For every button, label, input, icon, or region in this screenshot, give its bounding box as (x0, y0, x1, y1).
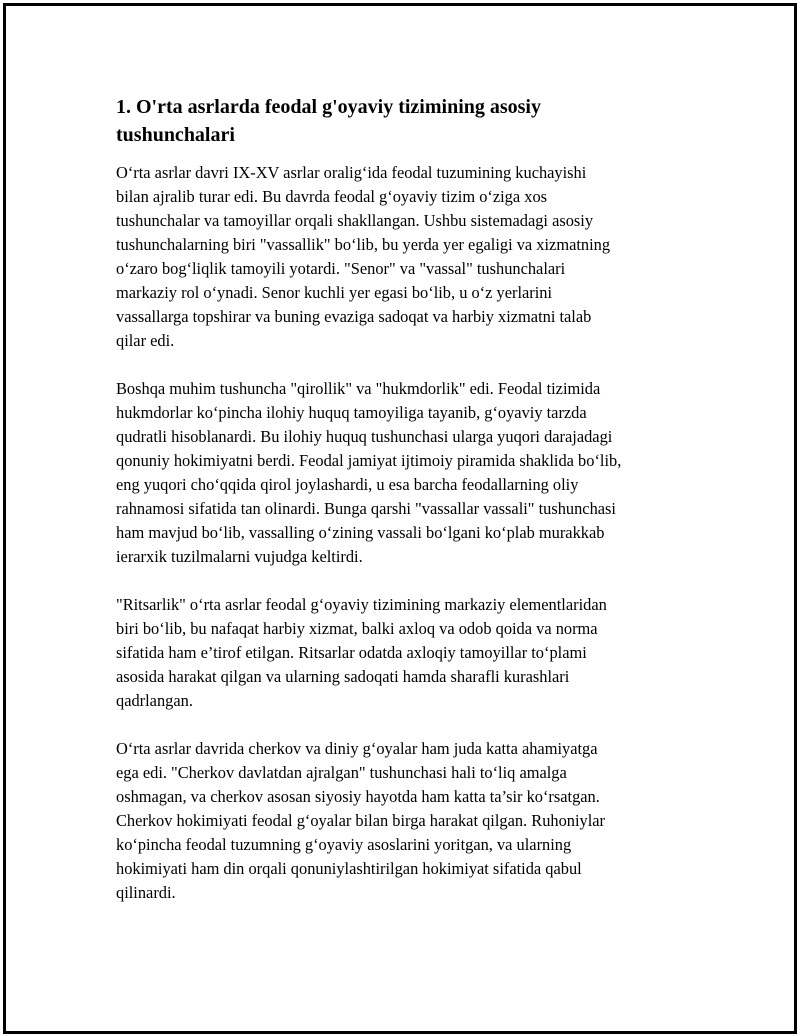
text-line: tushunchalarning biri "vassallik" bo‘lib, bu yerda yer egaligi va xizmatning (116, 235, 611, 254)
text-line: hukmdorlar ko‘pincha ilohiy huquq tamoyiliga tayanib, g‘oyaviy tarzda (116, 403, 587, 422)
text-line: qilinardi. (116, 883, 176, 902)
text-line: qudratli hisoblanardi. Bu ilohiy huquq tushunchasi ularga yuqori darajadagi (116, 427, 613, 446)
paragraph-kingship (116, 377, 696, 569)
text-line: asosida harakat qilgan va ularning sadoqati hamda sharafli kurashlari (116, 667, 570, 686)
document-body (116, 93, 696, 929)
text-line: tushunchalar va tamoyillar orqali shakllangan. Ushbu sistemadagi asosiy (116, 211, 594, 230)
text-line: biri bo‘lib, bu nafaqat harbiy xizmat, balki axloq va odob qoida va norma (116, 619, 598, 638)
text-line: vassallarga topshirar va buning evaziga sadoqat va harbiy xizmatni talab (116, 307, 592, 326)
text-line: O‘rta asrlar davrida cherkov va diniy g‘oyalar ham juda katta ahamiyatga (116, 739, 598, 758)
text-line: oshmagan, va cherkov asosan siyosiy hayotda ham katta ta’sir ko‘rsatgan. (116, 787, 600, 806)
text-line: ko‘pincha feodal tuzumning g‘oyaviy asoslarini yoritgan, va ularning (116, 835, 572, 854)
section-heading (116, 93, 696, 149)
text-line: bilan ajralib turar edi. Bu davrda feodal g‘oyaviy tizim o‘ziga xos (116, 187, 548, 206)
text-line: rahnamosi sifatida tan olinardi. Bunga qarshi "vassallar vassali" tushunchasi (116, 499, 616, 518)
text-line: hokimiyati ham din orqali qonuniylashtirilgan hokimiyat sifatida qabul (116, 859, 582, 878)
text-line: o‘zaro bog‘liqlik tamoyili yotardi. "Senor" va "vassal" tushunchalari (116, 259, 566, 278)
text-line: ega edi. "Cherkov davlatdan ajralgan" tushunchasi hali to‘liq amalga (116, 763, 567, 782)
paragraph-vassalage (116, 161, 696, 353)
text-line: qonuniy hokimiyatni berdi. Feodal jamiyat ijtimoiy piramida shaklida bo‘lib, (116, 451, 622, 470)
text-line: qadrlangan. (116, 691, 193, 710)
text-line: Cherkov hokimiyati feodal g‘oyalar bilan birga harakat qilgan. Ruhoniylar (116, 811, 606, 830)
text-line: ierarxik tuzilmalarni vujudga keltirdi. (116, 547, 363, 566)
paragraph-church (116, 737, 696, 905)
text-line: qilar edi. (116, 331, 175, 350)
heading-line: 1. O'rta asrlarda feodal g'oyaviy tizimining asosiy (116, 96, 541, 118)
text-line: markaziy rol o‘ynadi. Senor kuchli yer egasi bo‘lib, u o‘z yerlarini (116, 283, 553, 302)
paragraph-chivalry (116, 593, 696, 713)
text-line: O‘rta asrlar davri IX-XV asrlar oralig‘ida feodal tuzumining kuchayishi (116, 163, 587, 182)
text-line: ham mavjud bo‘lib, vassalling o‘zining vassali bo‘lgani ko‘plab murakkab (116, 523, 605, 542)
text-line: eng yuqori cho‘qqida qirol joylashardi, u esa barcha feodallarning oliy (116, 475, 579, 494)
text-line: "Ritsarlik" o‘rta asrlar feodal g‘oyaviy tizimining markaziy elementlaridan (116, 595, 607, 614)
text-line: Boshqa muhim tushuncha "qirollik" va "hukmdorlik" edi. Feodal tizimida (116, 379, 601, 398)
heading-line: tushunchalari (116, 124, 235, 146)
text-line: sifatida ham e’tirof etilgan. Ritsarlar odatda axloqiy tamoyillar to‘plami (116, 643, 587, 662)
